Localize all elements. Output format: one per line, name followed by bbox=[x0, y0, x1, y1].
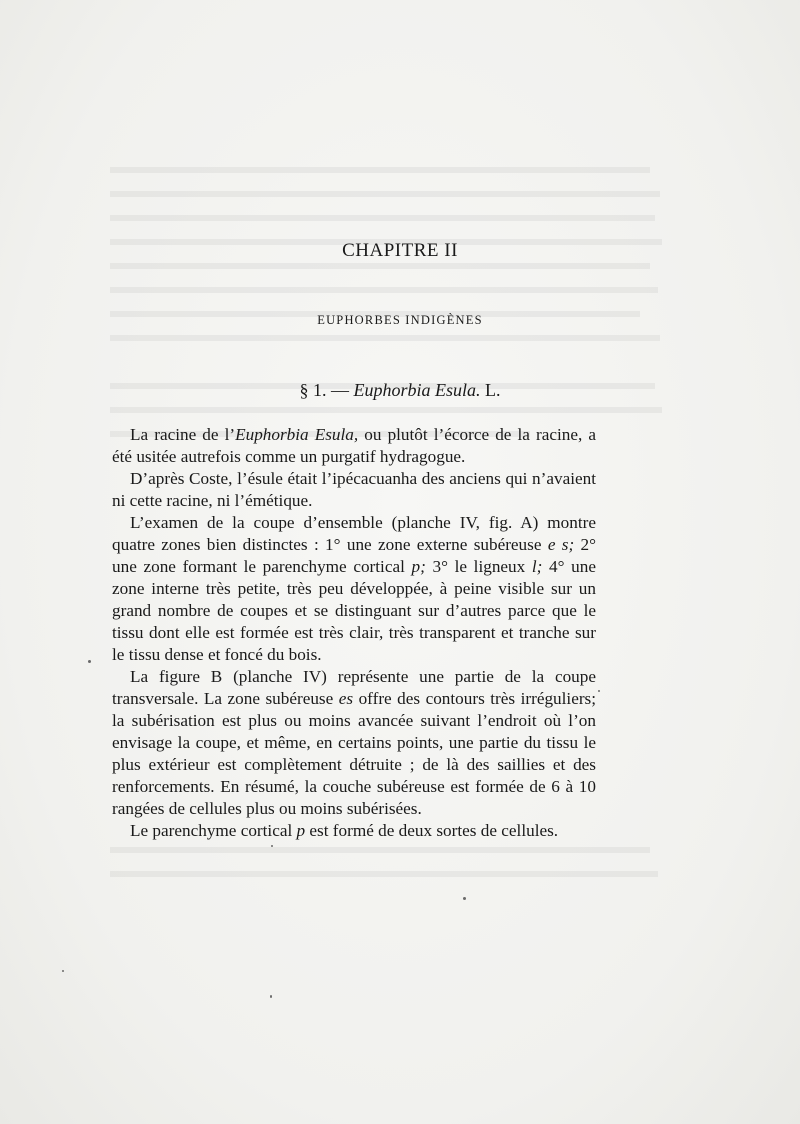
section-author: L. bbox=[485, 380, 501, 400]
chapter-subtitle: EUPHORBES INDIGÈNES bbox=[317, 313, 483, 327]
figure-label: p bbox=[296, 821, 306, 840]
paper-speck bbox=[598, 690, 600, 692]
paragraph: D’après Coste, l’ésule était l’ipécacuanha des anciens qui n’avaient ni cette racine, ni l’émétique. bbox=[112, 469, 596, 510]
paragraph: Le parenchyme cortical p est formé de deux sortes de cellules. bbox=[130, 821, 559, 840]
paper-speck bbox=[270, 995, 272, 998]
section-heading bbox=[0, 380, 800, 401]
section-taxon: Euphorbia Esula. bbox=[353, 380, 481, 400]
paper-speck bbox=[463, 897, 466, 900]
chapter-title: CHAPITRE II bbox=[342, 240, 458, 261]
paragraph: La racine de l’Euphorbia Esula, ou plutôt l’écorce de la racine, a été usitée autrefois comme un purgatif hydragogue. bbox=[112, 425, 596, 466]
species-name: Euphorbia Esula, bbox=[235, 425, 359, 444]
figure-label: l; bbox=[531, 557, 543, 576]
paragraph: L’examen de la coupe d’ensemble (planche IV, fig. A) montre quatre zones bien distinctes : 1° une zone externe subéreuse e s; 2° une zone formant le parenchyme cortical p; 3° le ligneux l; 4° une zone interne très petite, très peu développée, à peine visible sur un grand nombre de coupes et se distinguant sur d’autres parce que le tissu dont elle est formée est très clair, très transparent et tranche sur le tissu dense et foncé du bois. bbox=[112, 513, 597, 664]
section-number: § 1. — bbox=[299, 380, 349, 400]
body-text bbox=[112, 424, 596, 842]
paper-speck bbox=[62, 970, 64, 972]
paper-speck bbox=[88, 660, 91, 663]
figure-label: e s; bbox=[547, 535, 575, 554]
figure-label: p; bbox=[411, 557, 426, 576]
paragraph: La figure B (planche IV) représente une partie de la coupe transversale. La zone subéreuse es offre des contours très irréguliers; la subérisation est plus ou moins avancée suivant l’endroit où l’on envisage la coupe, et même, en certains points, une partie du tissu le plus extérieur est complètement détruite ; de là des saillies et des renforcements. En résumé, la couche subéreuse est formée de 6 à 10 rangées de cellules plus ou moins subérisées. bbox=[112, 667, 597, 818]
figure-label: es bbox=[338, 689, 354, 708]
paper-speck bbox=[271, 845, 273, 847]
